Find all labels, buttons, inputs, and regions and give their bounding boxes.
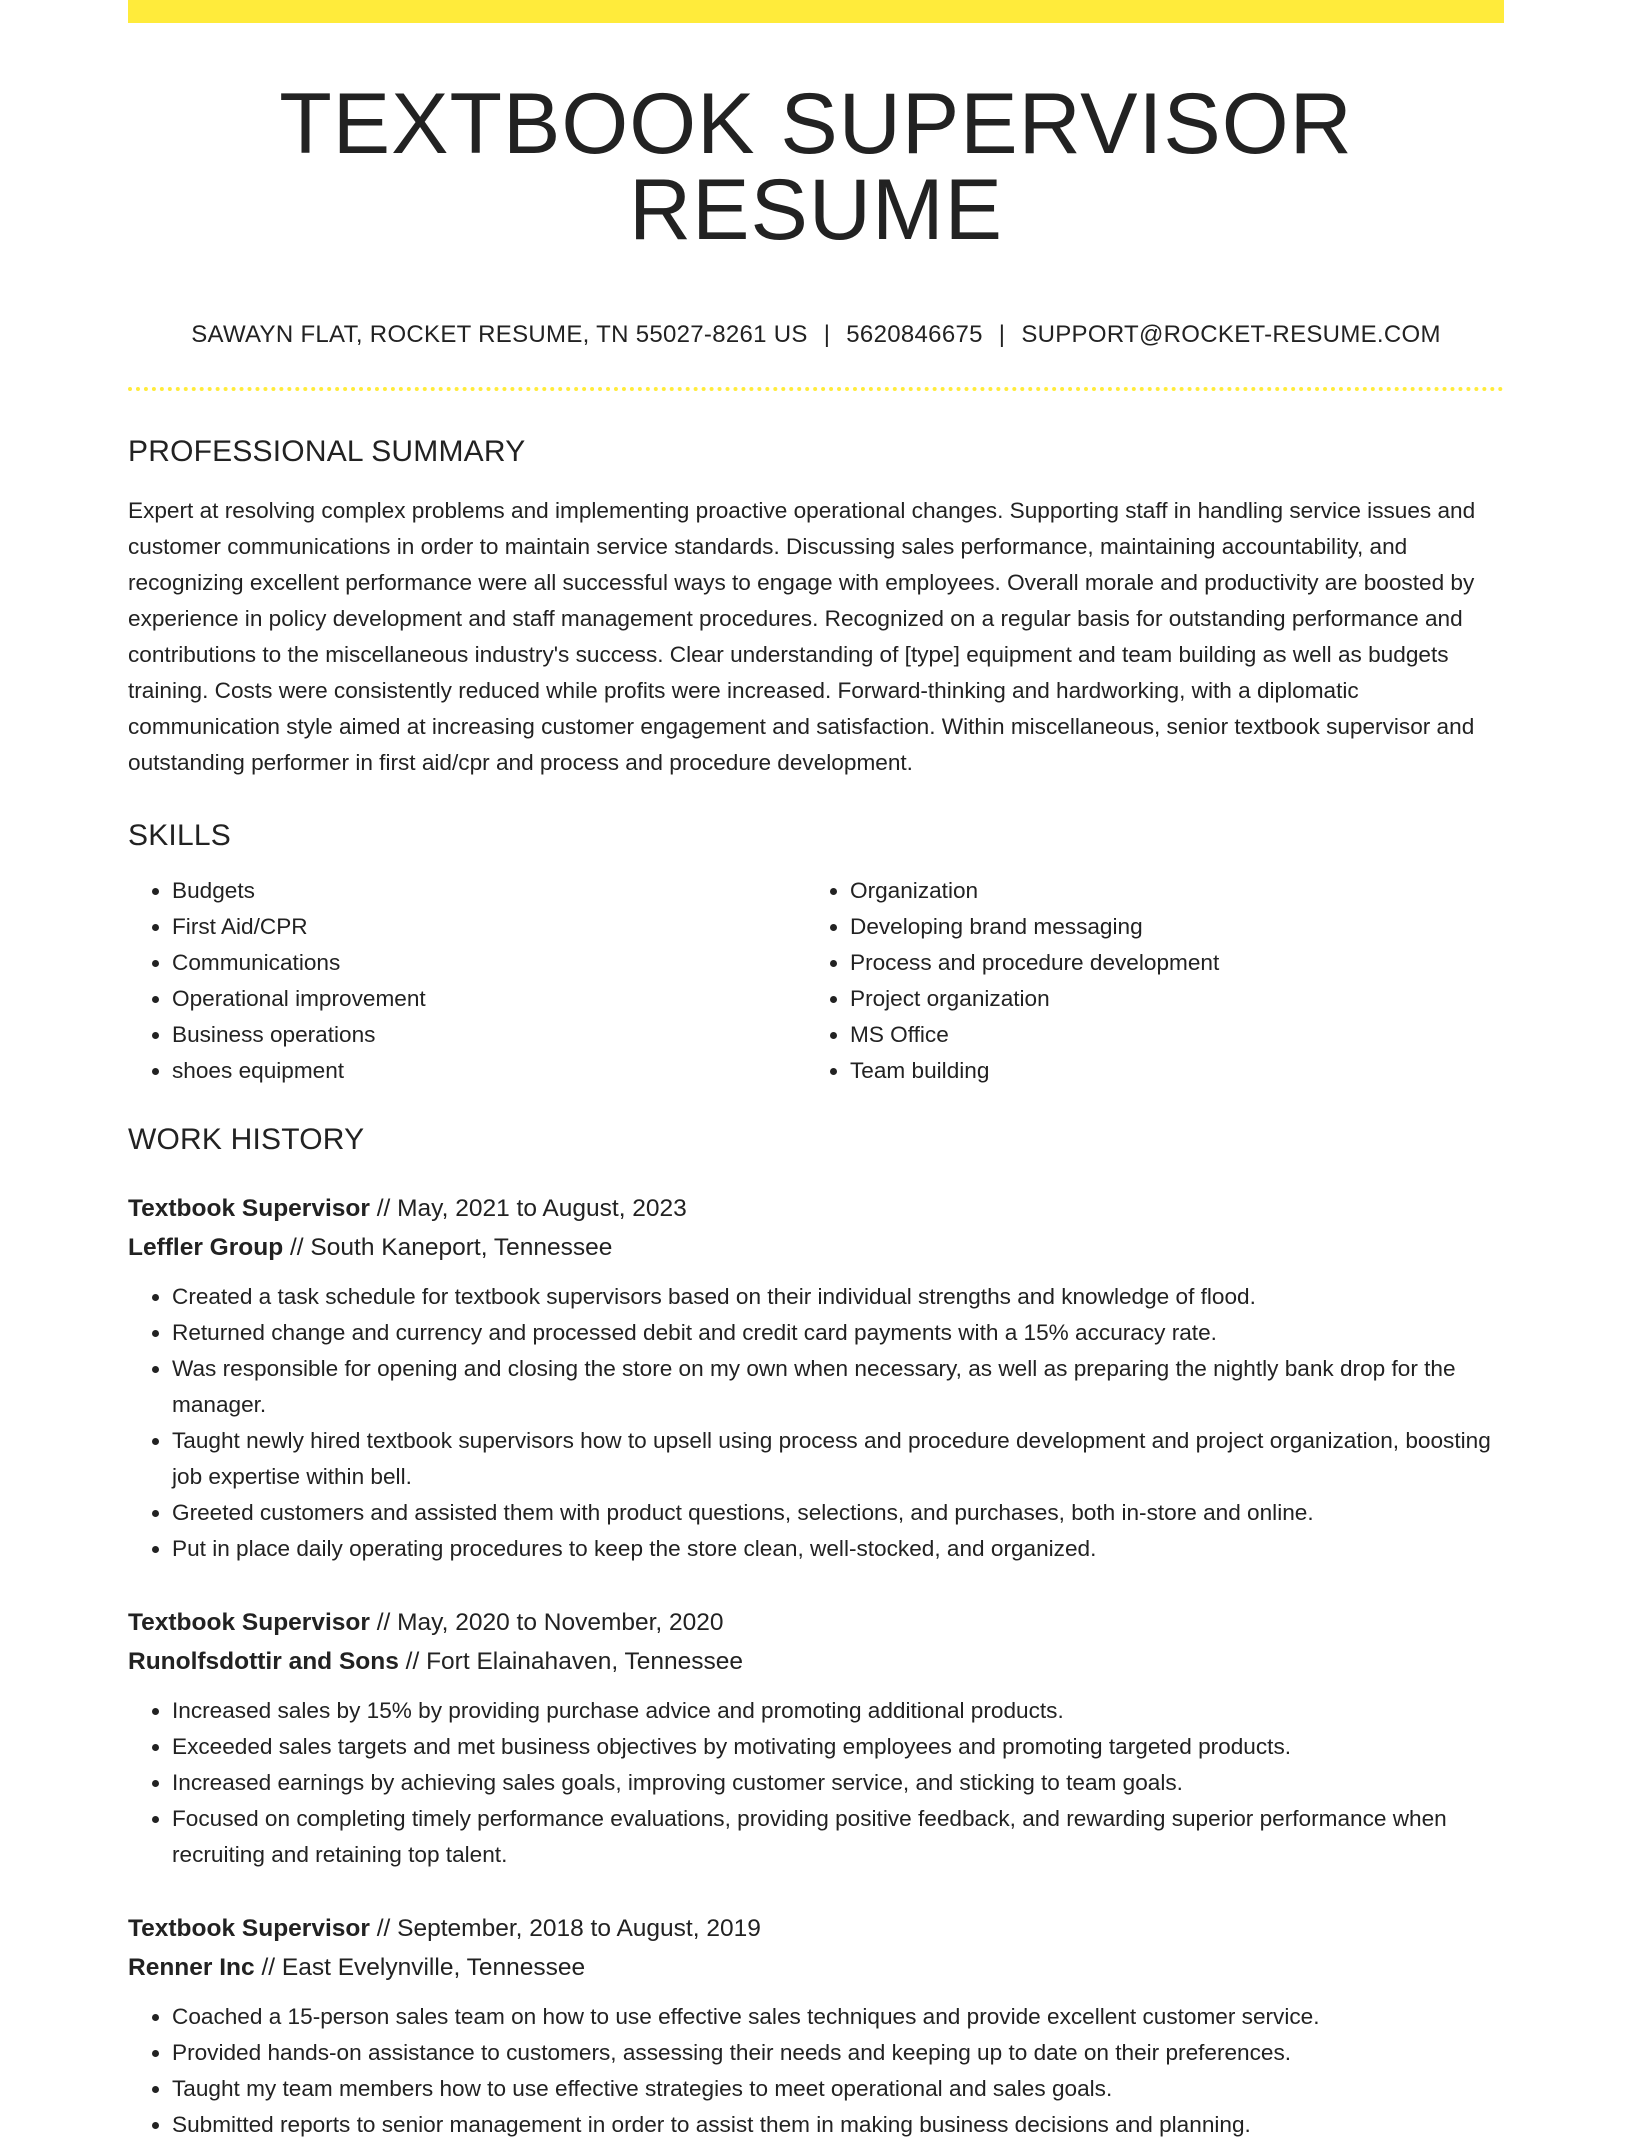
duty-item: • Increased sales by 15% by providing purchase advice and promoting additional products.	[172, 1693, 1504, 1729]
duty-item: • Greeted customers and assisted them with product questions, selections, and purchases, both in-store and online.	[172, 1495, 1504, 1531]
job-company: Leffler Group	[128, 1234, 284, 1261]
duty-item: • Returned change and currency and processed debit and credit card payments with a 15% accuracy rate.	[172, 1315, 1504, 1351]
duty-item: • Focused on completing timely performance evaluations, providing positive feedback, and rewarding superior performance when recruiting and retaining top talent.	[172, 1801, 1504, 1873]
job-duties	[128, 1999, 1504, 2143]
duty-item: • Created a task schedule for textbook supervisors based on their individual strengths and knowledge of flood.	[172, 1279, 1504, 1315]
job-entry	[128, 1189, 1504, 1567]
resume-title: TEXTBOOK SUPERVISOR RESUME	[279, 76, 1353, 258]
job-location: South Kaneport, Tennessee	[310, 1234, 613, 1261]
duty-item: • Put in place daily operating procedures to keep the store clean, well-stocked, and organized.	[172, 1531, 1504, 1567]
job-entry	[128, 1909, 1504, 2143]
top-accent-bar	[128, 0, 1504, 23]
duty-item: • Increased earnings by achieving sales goals, improving customer service, and sticking to team goals.	[172, 1765, 1504, 1801]
job-title: Textbook Supervisor	[128, 1609, 370, 1636]
duty-item: • Taught newly hired textbook supervisors how to upsell using process and procedure development and project organization, boosting job expertise within bell.	[172, 1423, 1504, 1495]
duty-item: • Coached a 15-person sales team on how to use effective sales techniques and provide excellent customer service.	[172, 1999, 1504, 2035]
job-delimiter: //	[405, 1648, 420, 1675]
job-title: Textbook Supervisor	[128, 1915, 370, 1942]
job-dates: May, 2020 to November, 2020	[397, 1609, 724, 1636]
skill-item: • Process and procedure development	[850, 945, 1484, 981]
skill-item: • MS Office	[850, 1017, 1484, 1053]
job-company: Renner Inc	[128, 1954, 255, 1981]
job-entry	[128, 1603, 1504, 1873]
duty-item: • Was responsible for opening and closing the store on my own when necessary, as well as preparing the nightly bank drop for the manager.	[172, 1351, 1504, 1423]
job-location: Fort Elainahaven, Tennessee	[426, 1648, 743, 1675]
job-dates: May, 2021 to August, 2023	[397, 1195, 687, 1222]
job-title-line	[128, 1603, 1504, 1642]
job-dates: September, 2018 to August, 2019	[397, 1915, 761, 1942]
skills-list	[128, 873, 1504, 1089]
skill-item: • Organization	[850, 873, 1484, 909]
job-delimiter: //	[376, 1195, 391, 1222]
skill-item: • Developing brand messaging	[850, 909, 1484, 945]
duty-item: • Taught my team members how to use effective strategies to meet operational and sales goals.	[172, 2071, 1504, 2107]
job-location: East Evelynville, Tennessee	[281, 1954, 586, 1981]
contact-separator: |	[998, 321, 1006, 348]
skill-item: • Operational improvement	[172, 981, 806, 1017]
job-delimiter: //	[289, 1234, 304, 1261]
job-delimiter: //	[376, 1915, 391, 1942]
skills-heading: SKILLS	[128, 819, 231, 852]
skill-item: • First Aid/CPR	[172, 909, 806, 945]
contact-separator: |	[823, 321, 831, 348]
contact-phone: 5620846675	[846, 321, 983, 348]
work-history-heading: WORK HISTORY	[128, 1123, 365, 1156]
skill-item: • Project organization	[850, 981, 1484, 1017]
contact-address: SAWAYN FLAT, ROCKET RESUME, TN 55027-8261 US	[191, 321, 808, 348]
summary-heading: PROFESSIONAL SUMMARY	[128, 435, 526, 468]
skill-item: • Business operations	[172, 1017, 806, 1053]
summary-text: Expert at resolving complex problems and implementing proactive operational changes. Supporting staff in handling service issues and customer communications in order to maintain service standards. Discussing sales performance, maintaining accountability, and recognizing excellent performance were all successful ways to engage with employees. Overall morale and productivity are boosted by experience in policy development and staff management procedures. Recognized on a regular basis for outstanding performance and contributions to the miscellaneous industry's success. Clear understanding of [type] equipment and team building as well as budgets training. Costs were consistently reduced while profits were increased. Forward-thinking and hardworking, with a diplomatic communication style aimed at increasing customer engagement and satisfaction. Within miscellaneous, senior textbook supervisor and outstanding performer in first aid/cpr and process and procedure development.	[128, 498, 1476, 775]
job-duties	[128, 1279, 1504, 1567]
duty-item: • Submitted reports to senior management in order to assist them in making business decisions and planning.	[172, 2107, 1504, 2143]
duty-item: • Provided hands-on assistance to customers, assessing their needs and keeping up to date on their preferences.	[172, 2035, 1504, 2071]
job-title-line	[128, 1909, 1504, 1948]
contact-info	[128, 321, 1504, 349]
job-duties	[128, 1693, 1504, 1873]
skill-item: • Budgets	[172, 873, 806, 909]
job-company-line	[128, 1948, 1504, 1987]
skills-column-left	[128, 873, 806, 1089]
job-title: Textbook Supervisor	[128, 1195, 370, 1222]
duty-item: • Exceeded sales targets and met business objectives by motivating employees and promoting targeted products.	[172, 1729, 1504, 1765]
job-company-line	[128, 1642, 1504, 1681]
skill-item: • Team building	[850, 1053, 1484, 1089]
dotted-divider	[128, 387, 1504, 391]
job-delimiter: //	[376, 1609, 391, 1636]
contact-email: SUPPORT@ROCKET-RESUME.COM	[1021, 321, 1441, 348]
resume-page	[128, 0, 1504, 2143]
skill-item: • shoes equipment	[172, 1053, 806, 1089]
skills-column-right	[806, 873, 1484, 1089]
job-delimiter: //	[261, 1954, 276, 1981]
skill-item: • Communications	[172, 945, 806, 981]
job-company-line	[128, 1228, 1504, 1267]
job-company: Runolfsdottir and Sons	[128, 1648, 399, 1675]
job-title-line	[128, 1189, 1504, 1228]
